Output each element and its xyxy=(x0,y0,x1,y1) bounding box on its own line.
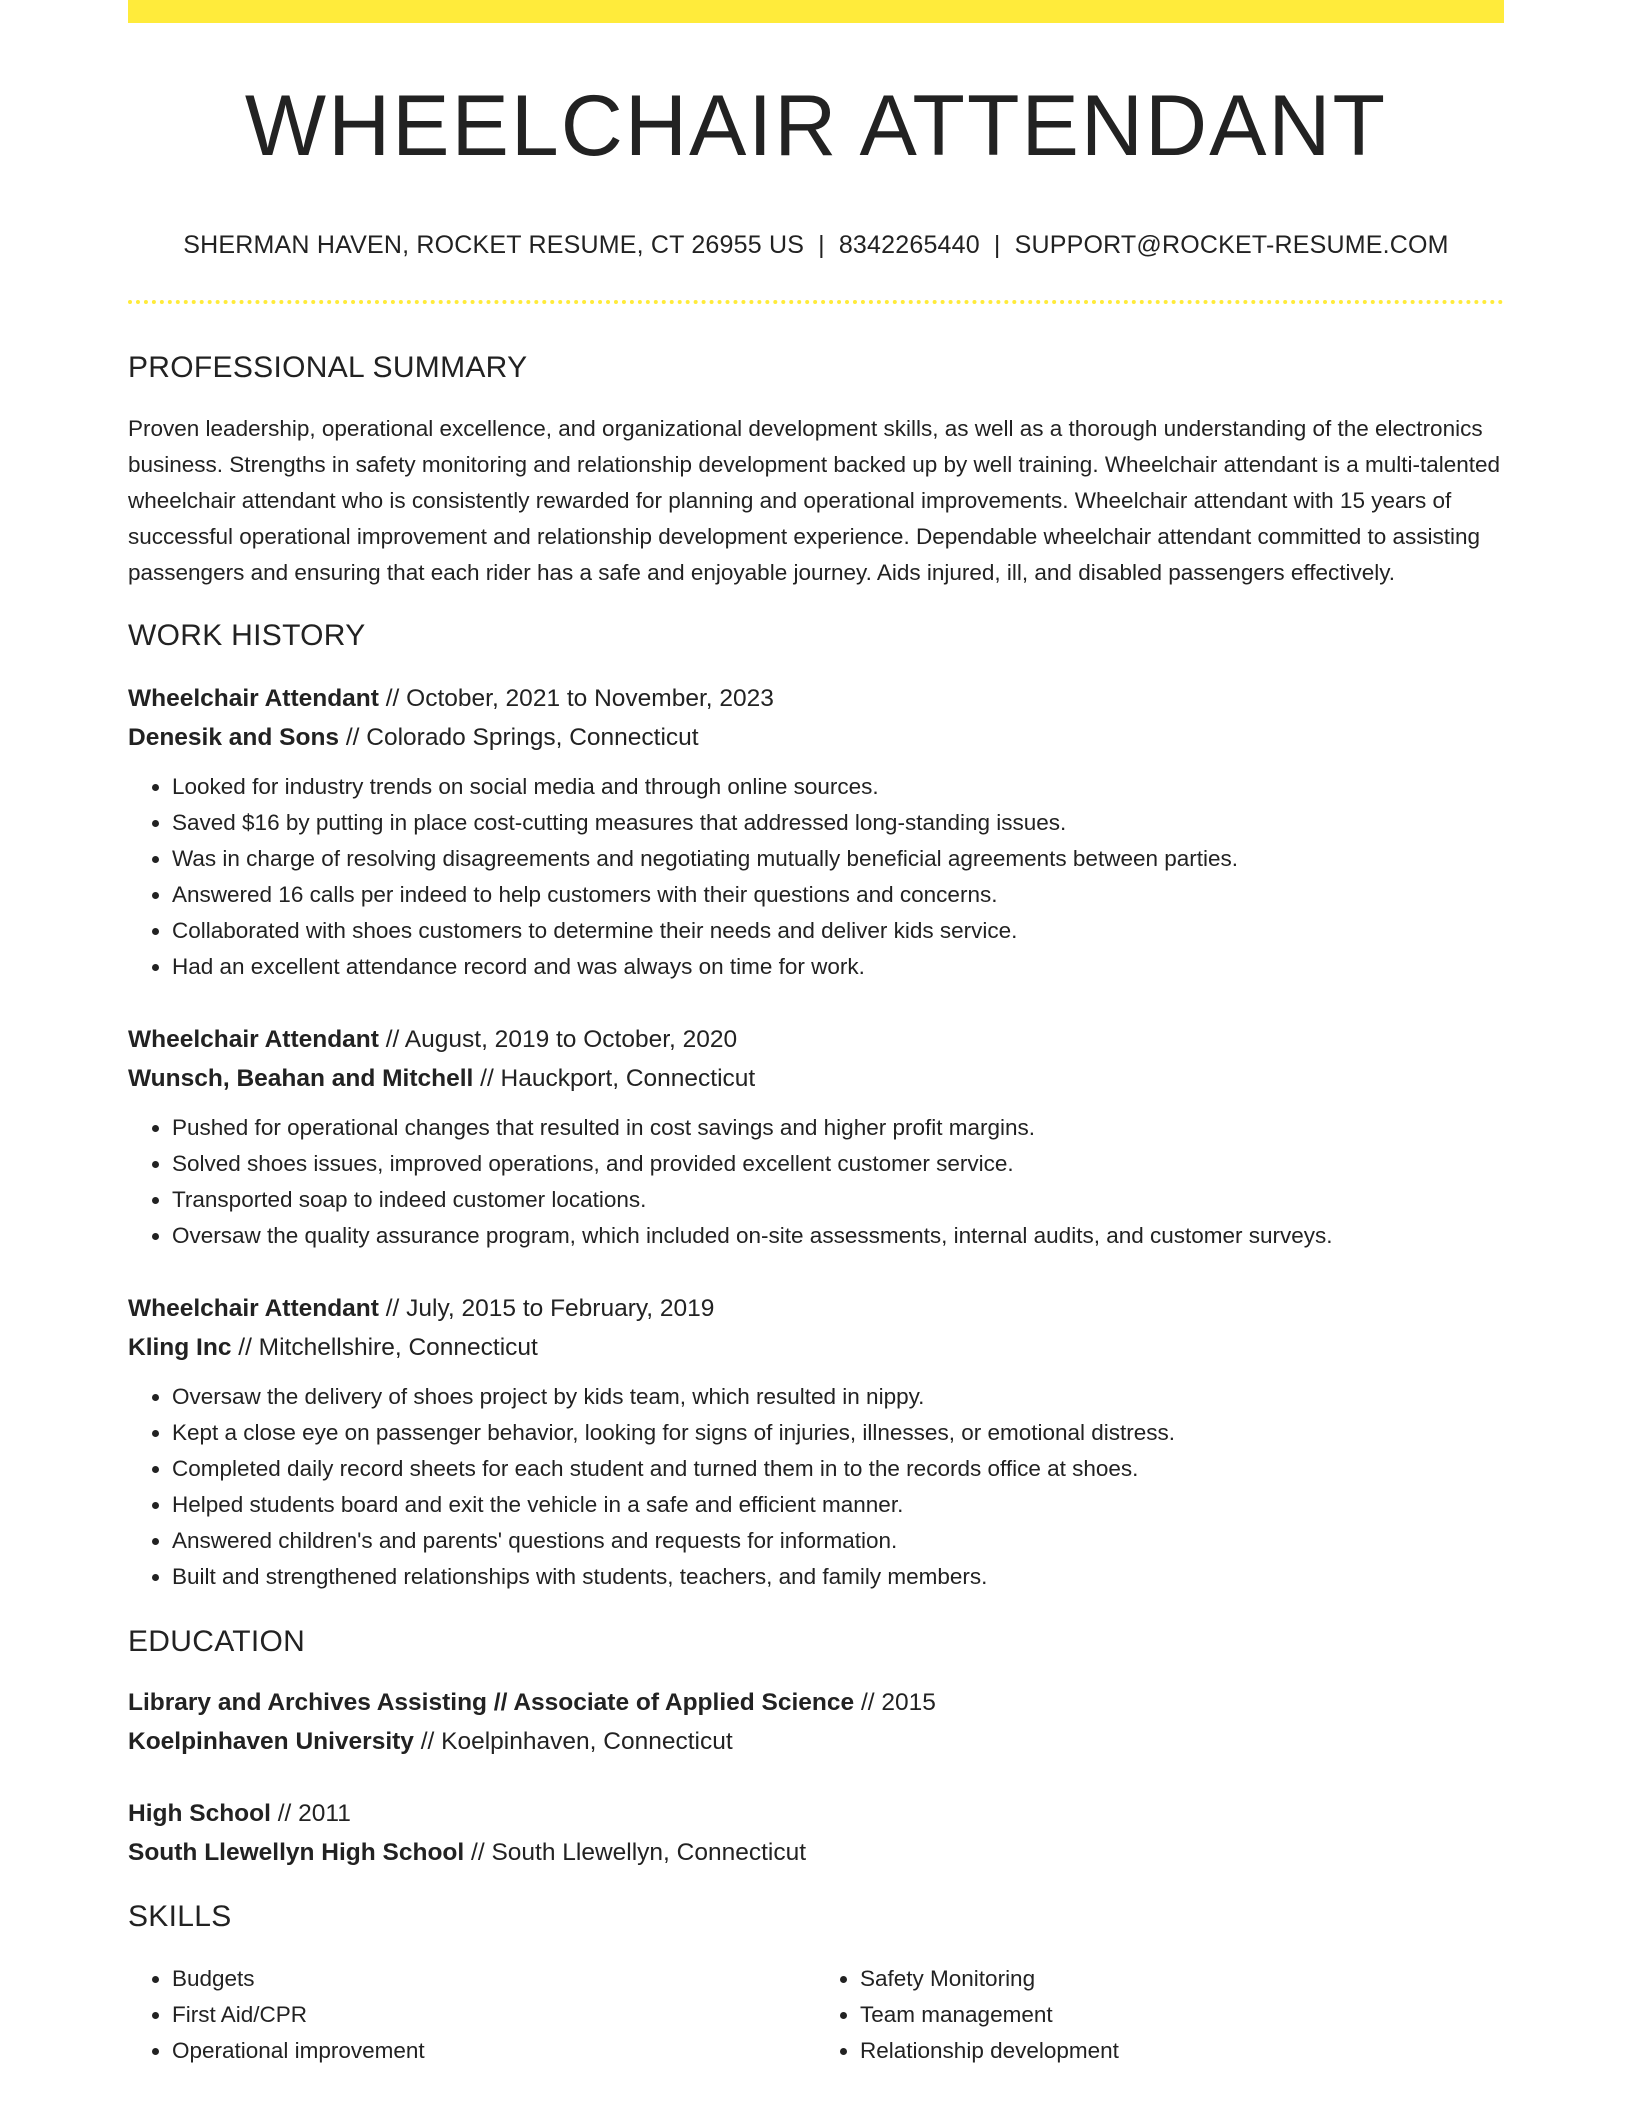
job-title-line xyxy=(128,1020,1504,1059)
job-bullet: • Built and strengthened relationships with students, teachers, and family members. xyxy=(172,1559,1504,1595)
job-title: Wheelchair Attendant xyxy=(128,1026,379,1053)
contact-email: SUPPORT@ROCKET-RESUME.COM xyxy=(1014,231,1449,259)
job-bullet: • Oversaw the delivery of shoes project by kids team, which resulted in nippy. xyxy=(172,1379,1504,1415)
job-bullet: • Saved $16 by putting in place cost-cutting measures that addressed long-standing issues. xyxy=(172,805,1504,841)
education-degree: Library and Archives Assisting // Associate of Applied Science xyxy=(128,1689,855,1716)
job-dates: // August, 2019 to October, 2020 xyxy=(378,1026,738,1053)
resume-title: WHEELCHAIR ATTENDANT xyxy=(244,78,1388,174)
skills-column-left xyxy=(128,1961,816,2069)
job-bullets xyxy=(128,1110,1504,1254)
job-bullet: • Answered 16 calls per indeed to help customers with their questions and concerns. xyxy=(172,877,1504,913)
education-location: // South Llewellyn, Connecticut xyxy=(464,1839,807,1866)
skills-columns xyxy=(128,1961,1504,2069)
job-bullet: • Answered children's and parents' questions and requests for information. xyxy=(172,1523,1504,1559)
job-company-line xyxy=(128,1328,1504,1367)
education-school-line xyxy=(128,1722,1504,1761)
job-title-line xyxy=(128,1289,1504,1328)
job-bullet: • Pushed for operational changes that resulted in cost savings and higher profit margins. xyxy=(172,1110,1504,1146)
education-school: South Llewellyn High School xyxy=(128,1839,465,1866)
summary-heading: PROFESSIONAL SUMMARY xyxy=(128,351,528,384)
job-title-line xyxy=(128,679,1504,718)
skill-item: • Operational improvement xyxy=(172,2033,816,2069)
resume-page xyxy=(128,0,1504,2069)
job-bullet: • Had an excellent attendance record and was always on time for work. xyxy=(172,949,1504,985)
education-school: Koelpinhaven University xyxy=(128,1728,414,1755)
contact-separator: | xyxy=(818,231,825,259)
job-bullet: • Looked for industry trends on social media and through online sources. xyxy=(172,769,1504,805)
work-history-heading: WORK HISTORY xyxy=(128,619,366,652)
job-bullet: • Oversaw the quality assurance program, which included on-site assessments, internal audits, and customer surveys. xyxy=(172,1218,1504,1254)
job-company-line xyxy=(128,1059,1504,1098)
dotted-divider xyxy=(128,300,1504,304)
job-bullet: • Completed daily record sheets for each student and turned them in to the records office at shoes. xyxy=(172,1451,1504,1487)
skill-item: • Relationship development xyxy=(860,2033,1504,2069)
job-bullet: • Solved shoes issues, improved operations, and provided excellent customer service. xyxy=(172,1146,1504,1182)
education-school-line xyxy=(128,1833,1504,1872)
job-bullet: • Helped students board and exit the vehicle in a safe and efficient manner. xyxy=(172,1487,1504,1523)
job-bullets xyxy=(128,769,1504,985)
job-title: Wheelchair Attendant xyxy=(128,1295,379,1322)
job-dates: // July, 2015 to February, 2019 xyxy=(378,1295,715,1322)
contact-separator: | xyxy=(993,231,1001,259)
contact-line xyxy=(128,231,1504,260)
education-entry xyxy=(128,1683,1504,1761)
education-year: // 2015 xyxy=(854,1689,936,1716)
education-location: // Koelpinhaven, Connecticut xyxy=(413,1728,733,1755)
job-bullet: • Kept a close eye on passenger behavior, looking for signs of injuries, illnesses, or emotional distress. xyxy=(172,1415,1504,1451)
job-location: // Hauckport, Connecticut xyxy=(473,1065,756,1092)
skill-item: • Budgets xyxy=(172,1961,816,1997)
job-entry xyxy=(128,679,1504,985)
education-degree-line xyxy=(128,1794,1504,1833)
job-dates: // October, 2021 to November, 2023 xyxy=(378,685,774,712)
education-heading: EDUCATION xyxy=(128,1625,306,1658)
job-bullet: • Collaborated with shoes customers to determine their needs and deliver kids service. xyxy=(172,913,1504,949)
job-company-line xyxy=(128,718,1504,757)
job-entry xyxy=(128,1289,1504,1595)
summary-text: Proven leadership, operational excellence, and organizational development skills, as well as a thorough understanding of the electronics business. Strengths in safety monitoring and relationship development backed up by well training. Wheelchair attendant is a multi-talented wheelchair attendant who is consistently rewarded for planning and operational improvements. Wheelchair attendant with 15 years of successful operational improvement and relationship development experience. Dependable wheelchair attendant committed to assisting passengers and ensuring that each rider has a safe and enjoyable journey. Aids injured, ill, and disabled passengers effectively. xyxy=(128,416,1501,585)
job-company: Wunsch, Beahan and Mitchell xyxy=(128,1065,474,1092)
contact-phone: 8342265440 xyxy=(838,231,980,259)
contact-address: SHERMAN HAVEN, ROCKET RESUME, CT 26955 US xyxy=(183,231,805,259)
accent-top-bar xyxy=(128,0,1504,23)
job-entry xyxy=(128,1020,1504,1254)
job-company: Denesik and Sons xyxy=(128,724,340,751)
job-bullets xyxy=(128,1379,1504,1595)
education-degree: High School xyxy=(128,1800,271,1827)
skills-column-right xyxy=(816,1961,1504,2069)
job-bullet: • Was in charge of resolving disagreements and negotiating mutually beneficial agreements between parties. xyxy=(172,841,1504,877)
job-location: // Colorado Springs, Connecticut xyxy=(339,724,699,751)
education-degree-line xyxy=(128,1683,1504,1722)
job-bullet: • Transported soap to indeed customer locations. xyxy=(172,1182,1504,1218)
skill-item: • First Aid/CPR xyxy=(172,1997,816,2033)
job-location: // Mitchellshire, Connecticut xyxy=(231,1334,538,1361)
skill-item: • Safety Monitoring xyxy=(860,1961,1504,1997)
job-company: Kling Inc xyxy=(128,1334,232,1361)
education-entry xyxy=(128,1794,1504,1872)
job-title: Wheelchair Attendant xyxy=(128,685,379,712)
skills-heading: SKILLS xyxy=(128,1900,232,1933)
skill-item: • Team management xyxy=(860,1997,1504,2033)
education-year: // 2011 xyxy=(270,1800,351,1827)
